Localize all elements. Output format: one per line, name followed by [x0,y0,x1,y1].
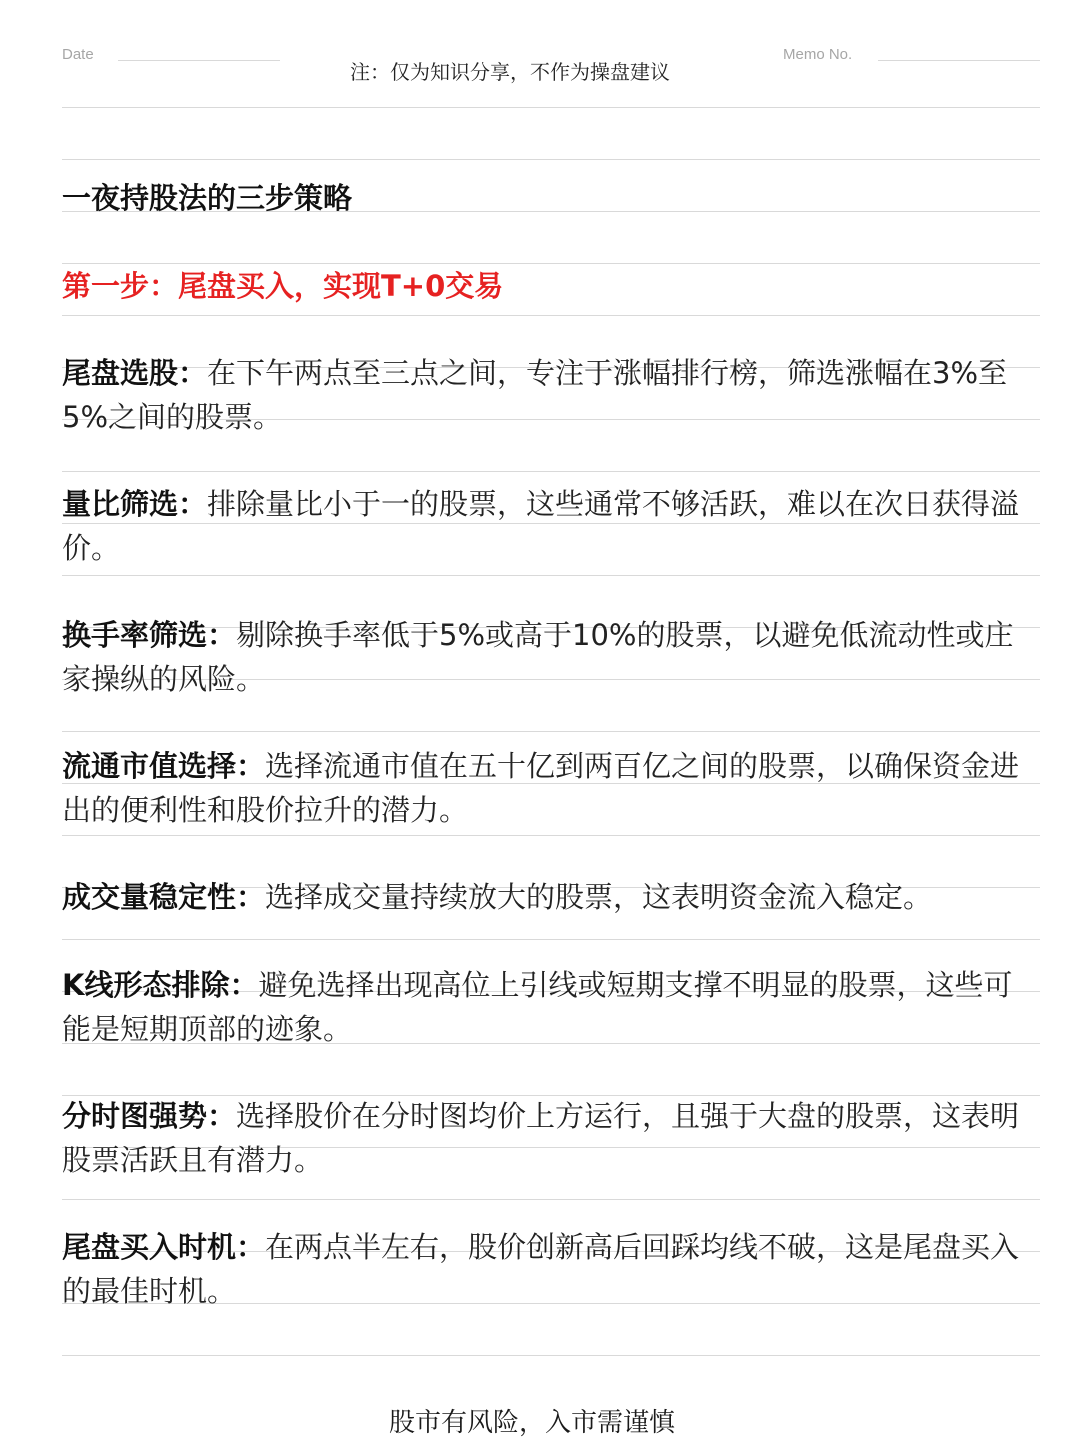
memo-number-label: Memo No. [783,46,853,63]
strategy-item [62,351,1034,439]
strategy-item [62,482,1034,570]
item-text: 剔除换手率低于5%或高于10%的股票，以避免低流动性或庄家操纵的风险。 [62,618,1014,696]
item-text: 选择成交量持续放大的股票，这表明资金流入稳定。 [265,880,933,914]
ruled-line [62,159,1040,160]
item-term: K线形态排除： [62,968,259,1002]
strategy-item [62,744,1034,832]
ruled-line [62,1199,1040,1200]
date-label: Date [62,46,94,63]
item-text: 选择股价在分时图均价上方运行，且强于大盘的股票，这表明股票活跃且有潜力。 [62,1099,1020,1177]
item-text: 在下午两点至三点之间，专注于涨幅排行榜，筛选涨幅在3%至5%之间的股票。 [62,356,1008,434]
ruled-line [62,1355,1040,1356]
strategy-item [62,875,1034,919]
step-heading: 第一步：尾盘买入，实现T+0交易 [62,269,504,303]
strategy-item [62,613,1034,701]
strategy-item [62,1094,1034,1182]
ruled-line [62,575,1040,576]
ruled-line [62,835,1040,836]
item-term: 流通市值选择： [62,749,266,783]
item-term: 量比筛选： [62,487,208,521]
disclaimer-note: 注：仅为知识分享，不作为操盘建议 [350,60,670,84]
item-term: 成交量稳定性： [62,880,266,914]
item-text: 选择流通市值在五十亿到两百亿之间的股票，以确保资金进出的便利性和股价拉升的潜力。 [62,749,1020,827]
ruled-line [62,471,1040,472]
item-term: 分时图强势： [62,1099,237,1133]
item-term: 尾盘选股： [62,356,208,390]
ruled-line [62,315,1040,316]
ruled-line [62,731,1040,732]
risk-warning-footer: 股市有风险，入市需谨慎 [388,1408,675,1438]
item-text: 排除量比小于一的股票，这些通常不够活跃，难以在次日获得溢价。 [62,487,1020,565]
strategy-item [62,963,1034,1051]
item-term: 换手率筛选： [62,618,237,652]
ruled-line [62,939,1040,940]
item-text: 避免选择出现高位上引线或短期支撑不明显的股票，这些可能是短期顶部的迹象。 [62,968,1013,1046]
item-term: 尾盘买入时机： [62,1230,266,1264]
strategy-item [62,1225,1034,1313]
ruled-line [62,107,1040,108]
page-title: 一夜持股法的三步策略 [62,181,353,215]
item-text: 在两点半左右，股价创新高后回踩均线不破，这是尾盘买入的最佳时机。 [62,1230,1020,1308]
